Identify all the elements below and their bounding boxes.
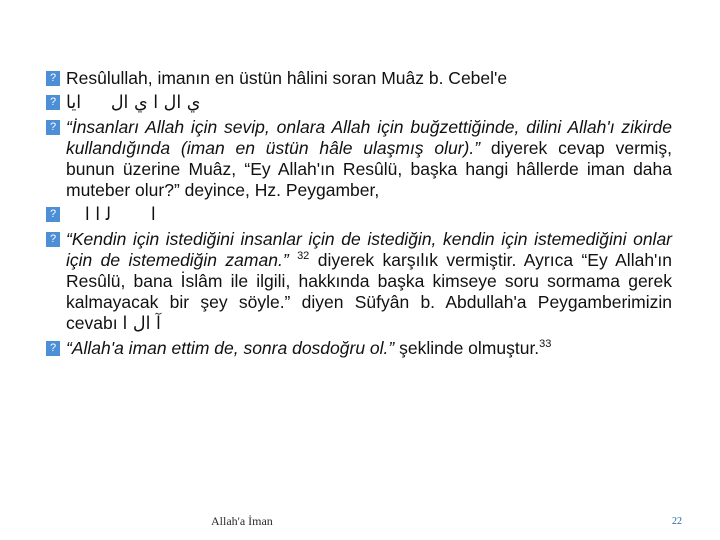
hadith-quote: “Allah'a iman ettim de, sonra dosdoğru ol.” — [66, 338, 395, 358]
paragraph-text: diyerek karşılık vermiştir. Ayrıca “Ey Allah'ın Resûlü, bana İslâm ile ilgili, hakkında başka kimseye soru sormama gerek kalmayacak bir şey söyle.” diyen Süfyân b. Abdullah'a Peygamberimizin cevabı — [66, 250, 672, 333]
bullet-marker-icon: ? — [46, 341, 60, 356]
paragraph-text: Resûlullah, imanın en üstün hâlini soran Muâz b. Cebel'e — [66, 68, 508, 88]
bullet-marker-icon: ? — [46, 207, 60, 222]
hadith-quote: “Kendin için istediğini insanlar için de istediğin, kendin için istemediğini onlar için de istemediğin zaman.” — [66, 229, 672, 270]
footnote-ref: 33 — [539, 338, 552, 351]
arabic-text: ي ال ا ي ال — [110, 93, 201, 113]
bullet-item-1 — [46, 68, 672, 89]
paragraph-text: diyerek cevap vermiş, bunun üzerine Muâz, “Ey Allah'ın Resûlü, başka hangi hâllerde iman daha muteber olur?” deyince, Hz. Peygamber, — [66, 138, 672, 200]
hadith-quote: “İnsanları Allah için sevip, onlara Allah için buğzettiğinde, dilini Allah'ı zikirde kullandığında (iman en üstün hâle ulaşmış olur).” — [66, 117, 672, 158]
arabic-text: ﻟ ا ا — [84, 205, 112, 225]
bullet-marker-icon: ? — [46, 120, 60, 135]
bullet-item-4 — [46, 204, 672, 226]
bullet-item-3 — [46, 117, 672, 201]
arabic-text: ايا — [66, 93, 82, 113]
bullet-item-2 — [46, 92, 672, 114]
bullet-marker-icon: ? — [46, 232, 60, 247]
bullet-item-6 — [46, 338, 672, 359]
bullet-list — [46, 68, 672, 362]
paragraph-text: şeklinde olmuştur. — [394, 338, 540, 358]
footer-title: Allah'a İman — [211, 514, 273, 528]
arabic-text: آ ال ا — [122, 314, 161, 334]
bullet-marker-icon: ? — [46, 95, 60, 110]
page-number: 22 — [672, 516, 682, 527]
arabic-text: ا — [150, 205, 156, 225]
bullet-marker-icon: ? — [46, 71, 60, 86]
bullet-item-5 — [46, 229, 672, 335]
footnote-ref: 32 — [297, 250, 310, 263]
